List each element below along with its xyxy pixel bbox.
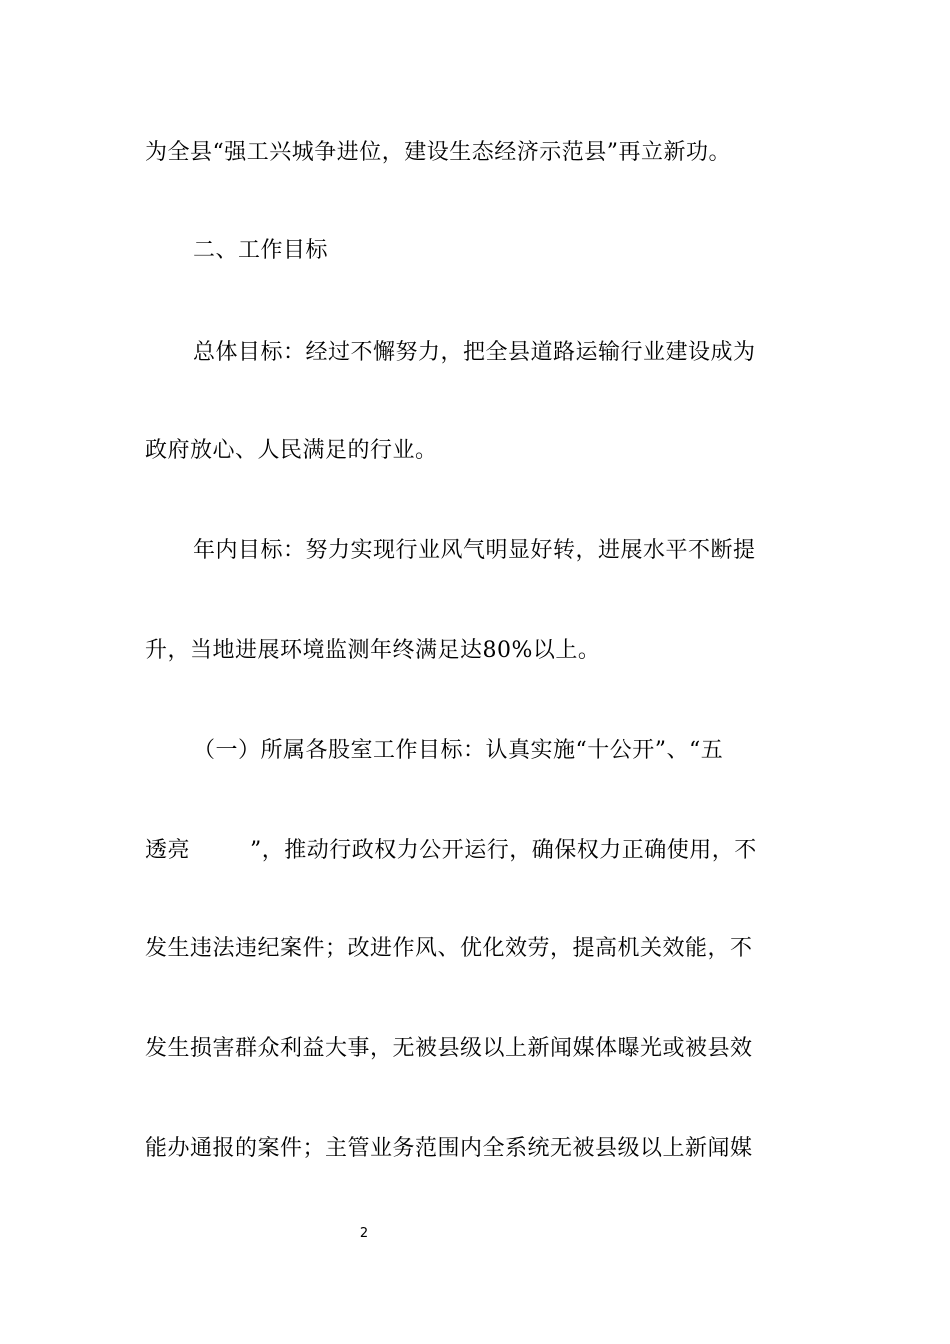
section-heading: 二、工作目标 bbox=[193, 238, 329, 263]
paragraph-line-9: 发生损害群众利益大事，无被县级以上新闻媒体曝光或被县效 bbox=[145, 1036, 753, 1061]
paragraph-line-5: 升，当地进展环境监测年终满足达80%以上。 bbox=[145, 638, 601, 663]
paragraph-line-2: 总体目标：经过不懈努力，把全县道路运输行业建设成为 bbox=[193, 340, 756, 365]
paragraph-line-6: （一）所属各股室工作目标：认真实施“十公开”、“五 bbox=[193, 738, 724, 763]
paragraph-line-7: 透亮 ”，推动行政权力公开运行，确保权力正确使用，不 bbox=[145, 838, 757, 863]
paragraph-line-3: 政府放心、人民满足的行业。 bbox=[145, 438, 438, 463]
paragraph-line-10: 能办通报的案件；主管业务范围内全系统无被县级以上新闻媒 bbox=[145, 1136, 753, 1161]
paragraph-line-4: 年内目标：努力实现行业风气明显好转，进展水平不断提 bbox=[193, 538, 756, 563]
page-number: 2 bbox=[359, 1226, 369, 1241]
paragraph-line-1: 为全县“强工兴城争进位，建设生态经济示范县”再立新功。 bbox=[145, 140, 731, 165]
paragraph-line-8: 发生违法违纪案件；改进作风、优化效劳，提高机关效能，不 bbox=[145, 936, 753, 961]
